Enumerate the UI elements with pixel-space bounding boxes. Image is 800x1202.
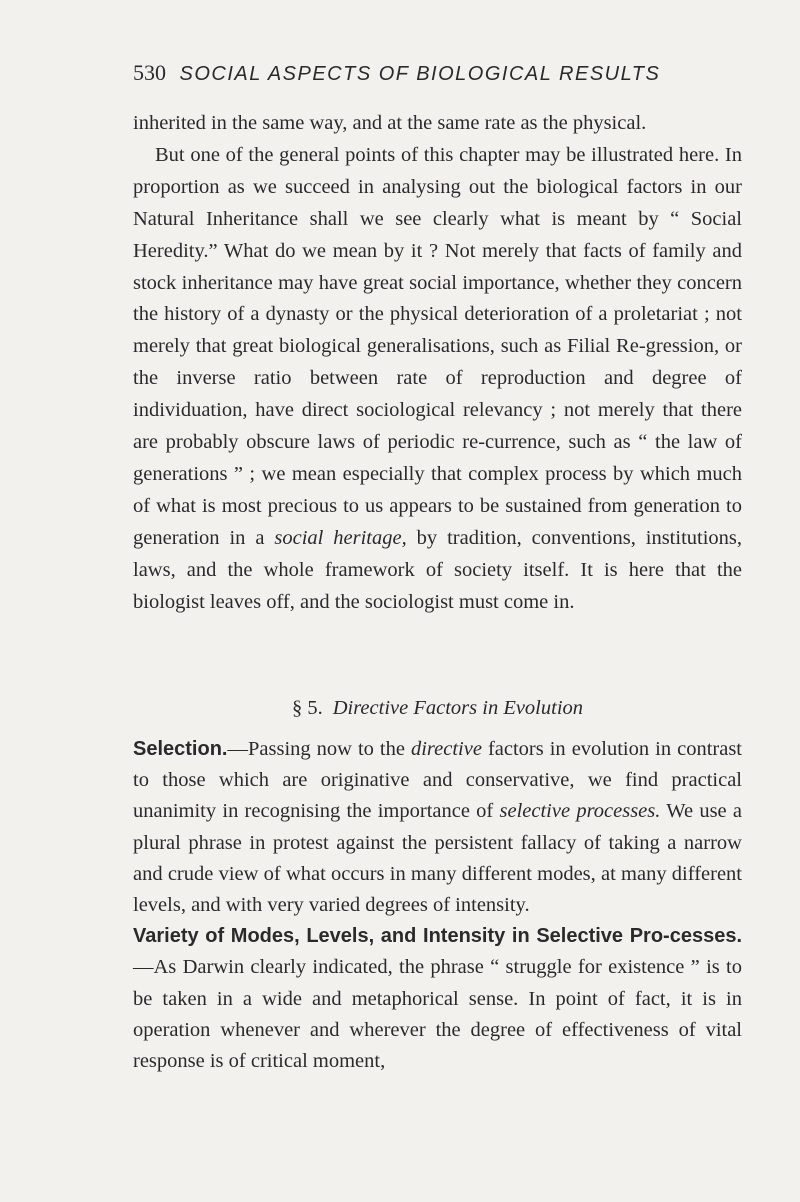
section-number: § 5. (291, 697, 323, 719)
paragraph-text: by tradition, conventions, institutions, laws, and the whole framework of society itself. It is here that the biologist leaves off, and the sociologist must come in. (133, 526, 743, 613)
paragraph-text: inherited in the same way, and at the same rate as the physical. (133, 112, 647, 134)
paragraph-selection (133, 734, 742, 921)
running-header (133, 58, 753, 89)
section-heading (133, 693, 742, 723)
paragraph-text: We use a plural phrase in protest against the persistent fallacy of taking a narrow and crude view of what occurs in many different modes, at many different levels, and with very varied degrees of intensity. (133, 800, 742, 917)
italic-term: directive (410, 738, 482, 760)
running-title: SOCIAL ASPECTS OF BIOLOGICAL RESULTS (179, 63, 661, 85)
paragraph-text: —As Darwin clearly indicated, the phrase “ struggle for existence ” is to be taken in a wide and metaphorical sense. In point of fact, it is in operation whenever and wherever the degree of effectiveness of vital response is of critical moment, (133, 956, 742, 1073)
text-block-lower (133, 734, 742, 1077)
paragraph-continuation (133, 108, 742, 140)
paragraph-text: factors in evolution in contrast to those which are originative and conservative, we find practical unanimity in recognising the importance of (133, 738, 742, 823)
paragraph-text: But one of the general points of this chapter may be illustrated here. In proportion as we succeed in analysing out the biological factors in our Natural Inheritance shall we see clearly what is meant by “ Social Heredity.” What do we mean by it ? Not merely that facts of family and stock inheritance may have great social importance, whether they concern the history of a dynasty or the physical deterioration of a proletariat ; not merely that great biological generalisations, such as Filial Re-gression, or the inverse ratio between rate of reproduction and degree of individuation, have direct sociological relevancy ; not merely that there are probably obscure laws of periodic re-currence, such as “ the law of generations ” ; we mean especially that complex process by which much of what is most precious to us appears to be sustained from generation to generation in a (133, 143, 742, 549)
section-title: Directive Factors in Evolution (332, 697, 584, 719)
text-block-upper (133, 108, 742, 619)
paragraph-text: —Passing now to the (227, 738, 405, 760)
run-in-heading: Selection. (133, 738, 228, 760)
italic-term: selective processes. (499, 800, 661, 823)
page-number: 530 (133, 60, 166, 85)
italic-term: social heritage, (274, 526, 407, 549)
paragraph-variety (133, 921, 742, 1077)
paragraph-social-heredity (133, 140, 742, 619)
run-in-heading: Variety of Modes, Levels, and Intensity in Selective Pro-cesses. (133, 925, 742, 948)
